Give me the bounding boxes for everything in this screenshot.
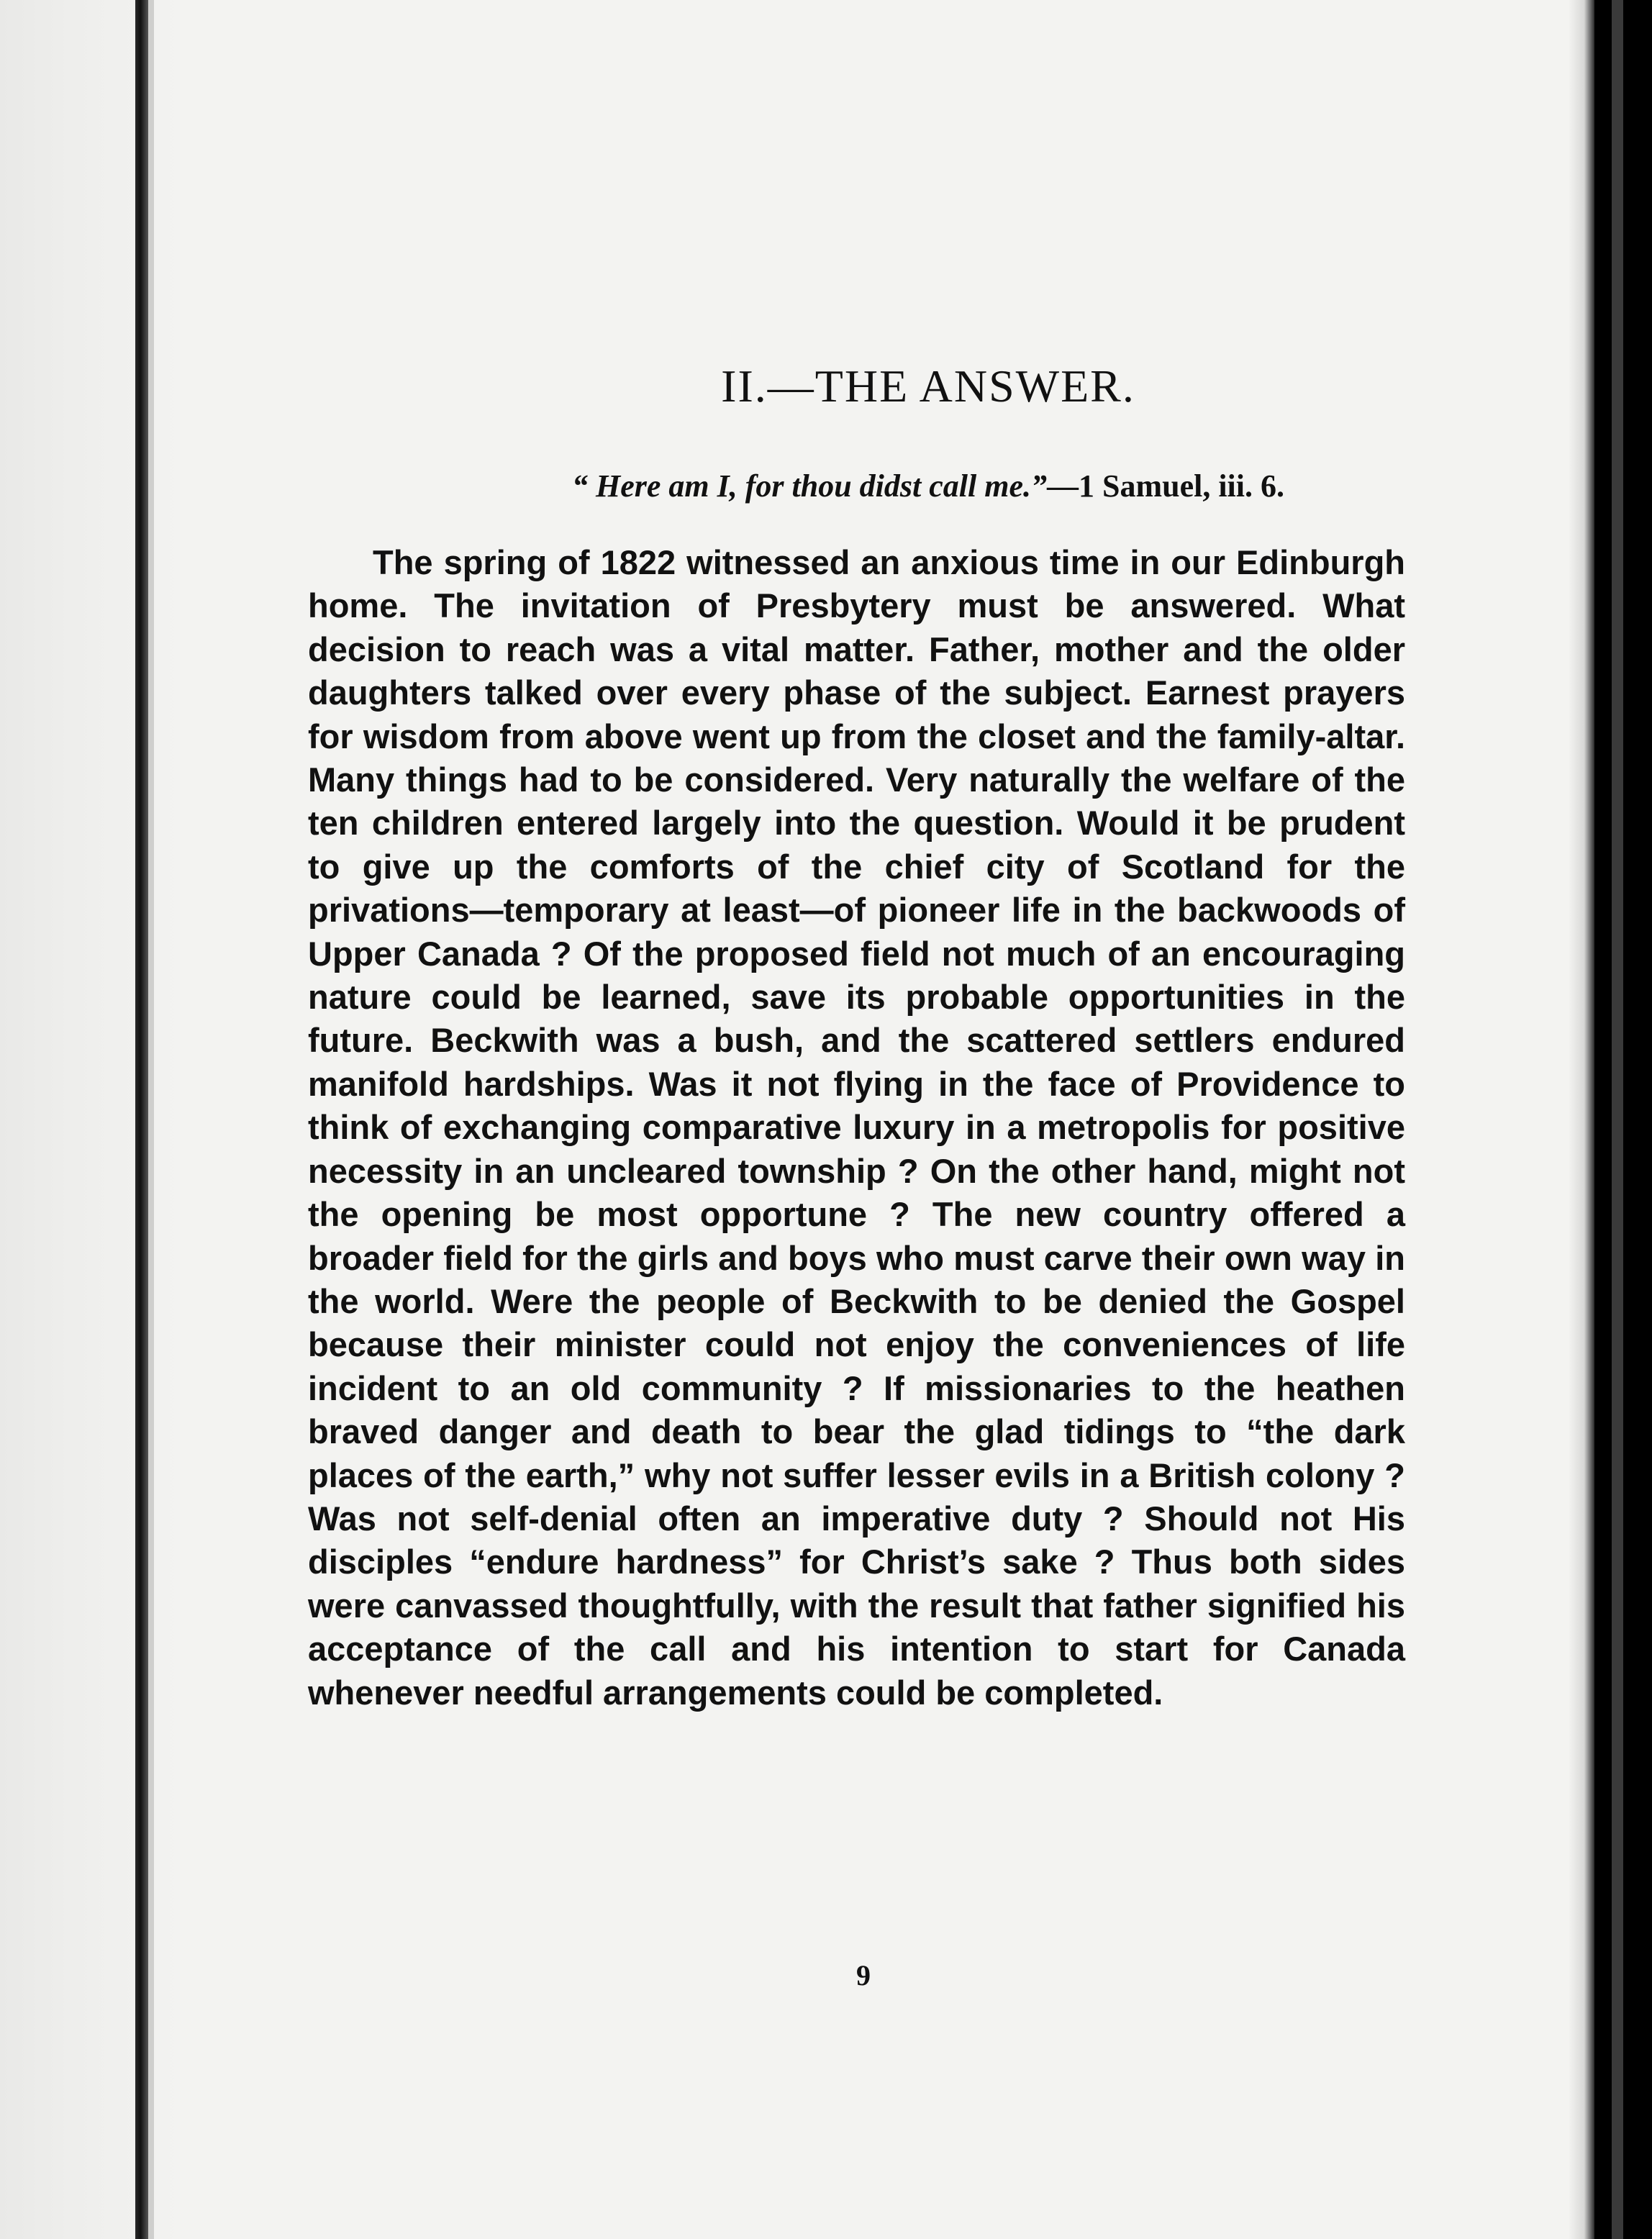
scan-border	[1594, 0, 1652, 2239]
page-right-edge	[1569, 0, 1594, 2239]
epigraph-reference: —1 Samuel, iii. 6.	[1046, 468, 1285, 504]
epigraph-quote: “ Here am I, for thou didst call me.”	[571, 468, 1047, 504]
page-number: 9	[856, 1959, 871, 1992]
chapter-title: II.—THE ANSWER.	[721, 360, 1135, 412]
page-fold	[135, 0, 148, 2239]
epigraph	[302, 468, 1554, 504]
body-paragraph: The spring of 1822 witnessed an anxious time in our Edinburgh home. The invitation of Presbytery must be answered. What decision to reach was a vital matter. Father, mother and the older daughters talked over every phase of the subject. Earnest prayers for wisdom from above went up from the closet and the family-altar. Many things had to be considered. Very naturally the welfare of the ten children entered largely into the question. Would it be prudent to give up the comforts of the chief city of Scotland for the privations—temporary at least—of pioneer life in the backwoods of Upper Canada ? Of the proposed field not much of an encouraging nature could be learned, save its probable opportunities in the future. Beckwith was a bush, and the scattered settlers endured manifold hardships. Was it not flying in the face of Providence to think of exchanging comparative luxury in a metropolis for positive necessity in an uncleared township ? On the other hand, might not the opening be most opportune ? The new country offered a broader field for the girls and boys who must carve their own way in the world. Were the people of Beckwith to be denied the Gospel because their minister could not enjoy the conveniences of life incident to an old community ? If missionaries to the heathen braved danger and death to bear the glad tidings to “the dark places of the earth,” why not suffer lesser evils in a British colony ? Was not self-denial often an imperative duty ? Should not His disciples “endure hardness” for Christ’s sake ? Thus both sides were canvassed thoughtfully, with the result that father signified his acceptance of the call and his intention to start for Canada whenever needful arrangements could be completed.	[308, 543, 1405, 1712]
scan-border-strip	[1612, 0, 1623, 2239]
page-fold-edge	[148, 0, 154, 2239]
